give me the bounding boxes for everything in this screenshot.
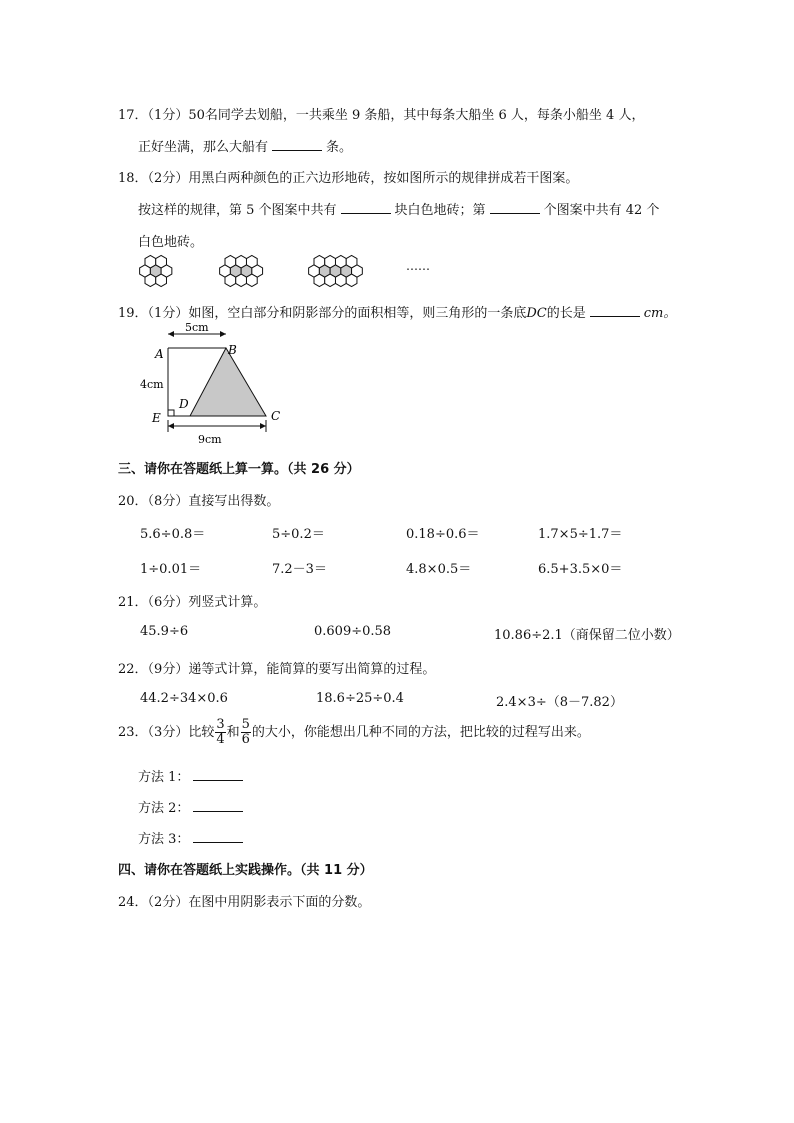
q17-text-b: 条。 (326, 140, 353, 155)
white-hex-tile (346, 256, 357, 268)
q18-text-a: 按这样的规律，第 5 个图案中共有 (138, 203, 337, 218)
method-2-blank[interactable] (193, 797, 243, 812)
q19-text-a: 19．（1分）如图，空白部分和阴影部分的面积相等，则三角形的一条底 (118, 306, 527, 321)
fraction-three-quarters: $\frac{3}{4}$ (216, 717, 225, 747)
white-hex-tile (145, 274, 156, 286)
q22-item: 44.2÷34×0.6 (140, 691, 228, 706)
side-length-label: 4cm (140, 378, 164, 391)
top-length-label: 5cm (185, 322, 209, 334)
q17-text-a: 正好坐满，那么大船有 (138, 140, 269, 155)
q20-title: 20．（8分）直接写出得数。 (118, 494, 280, 509)
bottom-length-label: 9cm (198, 433, 222, 446)
q21-item: 10.86÷2.1（商保留二位小数） (494, 628, 680, 643)
q19-text-b: 的长是 (546, 306, 586, 321)
method-1-blank[interactable] (193, 766, 243, 781)
q18-text-b: 块白色地砖；第 (394, 203, 486, 218)
q21-title: 21．（6分）列竖式计算。 (118, 595, 267, 610)
q19-dc-label: DC (526, 306, 547, 321)
q21-item: 45.9÷6 (140, 624, 189, 639)
section-3-heading: 三、请你在答题纸上算一算。（共 26 分） (118, 462, 360, 477)
q24-title: 24．（2分）在图中用阴影表示下面的分数。 (118, 895, 371, 910)
white-hex-tile (325, 256, 336, 268)
q17-line2 (138, 136, 352, 155)
white-hex-tile (325, 274, 336, 286)
q23-method-1: 方法 1： (138, 766, 247, 785)
right-angle-icon (168, 410, 174, 416)
point-d-label: D (179, 397, 189, 411)
q19-answer-blank[interactable] (590, 302, 640, 317)
white-hex-tile (335, 274, 346, 286)
q20-item: 7.2－3＝ (272, 562, 327, 577)
q18-line3: 白色地砖。 (138, 235, 204, 250)
q23-suffix: 的大小，你能想出几种不同的方法，把比较的过程写出来。 (251, 725, 590, 740)
white-hex-tile (346, 274, 357, 286)
q20-item: 0.18÷0.6＝ (406, 527, 480, 542)
white-hex-tile (236, 256, 247, 268)
hexagon-pattern-figure (136, 254, 436, 290)
white-hex-tile (156, 256, 167, 268)
shaded-triangle-bdc (190, 348, 266, 416)
q23-method-3: 方法 3： (138, 828, 247, 847)
white-hex-tile (335, 256, 346, 268)
white-hex-tile (246, 256, 257, 268)
q23-method-2: 方法 2： (138, 797, 247, 816)
white-hex-tile (225, 256, 236, 268)
q22-title: 22．（9分）递等式计算，能简算的要写出简算的过程。 (118, 662, 436, 677)
q20-item: 5÷0.2＝ (272, 527, 325, 542)
method-3-blank[interactable] (193, 828, 243, 843)
q20-item: 4.8×0.5＝ (406, 562, 472, 577)
bottom-arrow-left-icon (168, 423, 174, 429)
point-e-label: E (152, 411, 161, 425)
point-b-label: B (228, 343, 237, 357)
q17-answer-blank[interactable] (272, 136, 322, 151)
q22-item: 18.6÷25÷0.4 (316, 691, 404, 706)
q21-item: 0.609÷0.58 (314, 624, 392, 639)
q18-line1: 18．（2分）用黑白两种颜色的正六边形地砖，按如图所示的规律拼成若干图案。 (118, 171, 579, 186)
q20-item: 5.6÷0.8＝ (140, 527, 206, 542)
white-hex-tile (246, 274, 257, 286)
bottom-arrow-right-icon (260, 423, 266, 429)
q23-prefix: 23．（3分）比较 (118, 725, 215, 740)
point-a-label: A (155, 347, 164, 361)
q20-item: 1÷0.01＝ (140, 562, 202, 577)
white-hex-tile (314, 274, 325, 286)
q23-and: 和 (226, 725, 240, 740)
white-hex-tile (236, 274, 247, 286)
q20-item: 1.7×5÷1.7＝ (538, 527, 623, 542)
white-hex-tile (314, 256, 325, 268)
top-arrow-right-icon (220, 331, 226, 337)
q23-line (118, 718, 590, 747)
fraction-five-sixths: $\frac{5}{6}$ (241, 717, 250, 747)
q18-blank-2[interactable] (490, 199, 540, 214)
q22-item: 2.4×3÷（8－7.82） (496, 695, 623, 710)
q18-text-c: 个图案中共有 42 个 (543, 203, 660, 218)
q18-line2 (138, 199, 659, 218)
q19-unit: cm。 (643, 306, 677, 321)
pattern-ellipsis: …… (406, 259, 430, 273)
q17-line1: 17．（1分）50名同学去划船，一共乘坐 9 条船，其中每条大船坐 6 人，每条小船坐 4 人， (118, 108, 645, 123)
q20-item: 6.5+3.5×0＝ (538, 562, 623, 577)
q19-line1 (118, 302, 676, 321)
point-c-label: C (271, 409, 281, 423)
top-arrow-left-icon (168, 331, 174, 337)
white-hex-tile (145, 256, 156, 268)
white-hex-tile (225, 274, 236, 286)
q18-blank-1[interactable] (341, 199, 391, 214)
white-hex-tile (156, 274, 167, 286)
trapezoid-figure (138, 322, 298, 446)
section-4-heading: 四、请你在答题纸上实践操作。（共 11 分） (118, 863, 373, 878)
